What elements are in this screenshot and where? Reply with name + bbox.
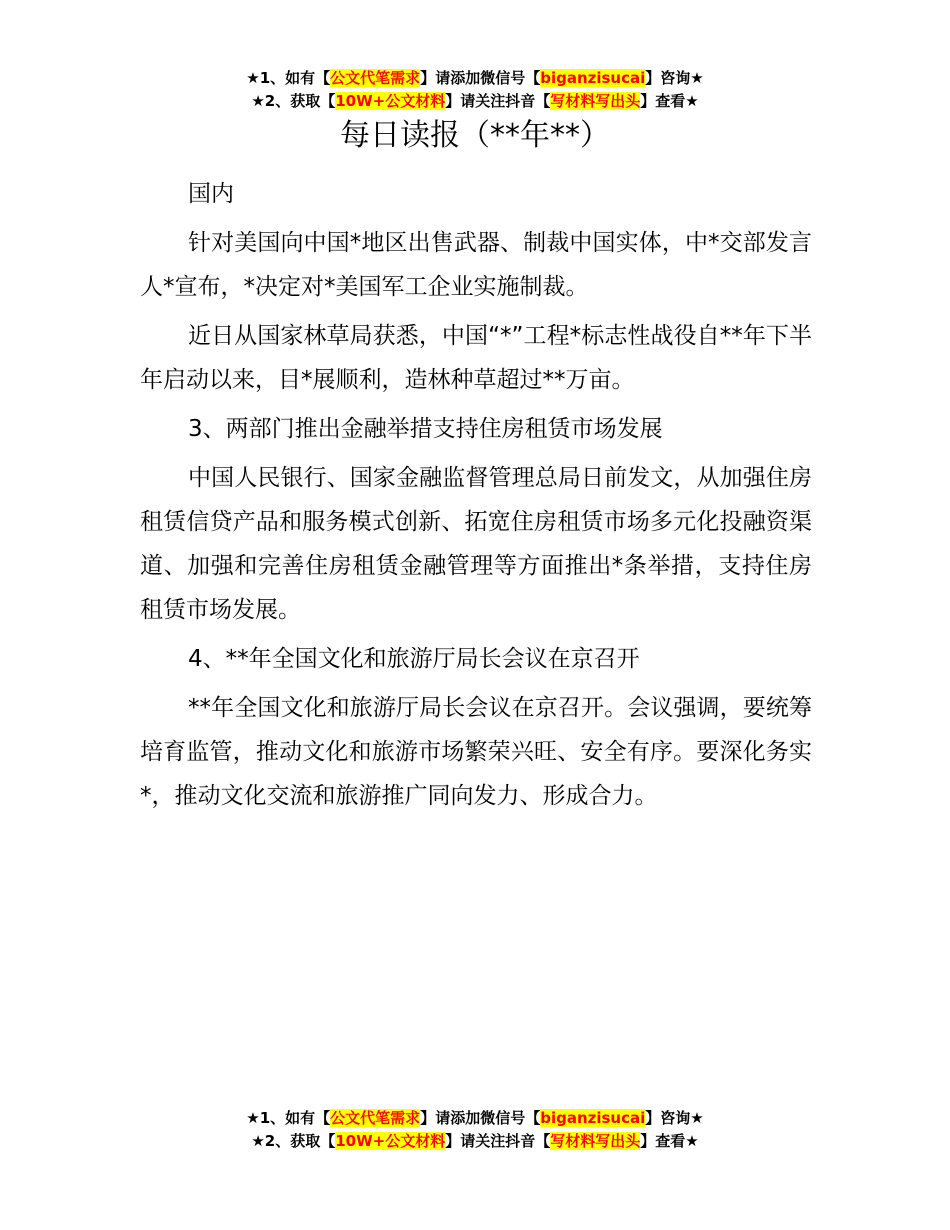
footer-line-2-middle: 】请关注抖音【 [445,1132,551,1150]
banner-line-1-suffix: 】咨询★ [645,69,704,87]
footer-line-1-prefix: ★1、如有【 [246,1109,331,1127]
footer-line-1-middle: 】请添加微信号【 [420,1109,541,1127]
banner-line-2-middle: 】请关注抖音【 [445,92,551,110]
paragraph-housing-rental-finance: 中国人民银行、国家金融监督管理总局日前发文，从加强住房租赁信贷产品和服务模式创新、拓宽住房租赁市场多元化投融资渠道、加强和完善住房租赁金融管理等方面推出*条举措，支持住房租赁市场发展。 [140,465,812,623]
footer-highlight-douyin-account: 写材料写出头 [550,1132,641,1150]
footer-line-2-prefix: ★2、获取【 [251,1132,336,1150]
footer-banner [0,1107,950,1153]
banner-highlight-service: 公文代笔需求 [330,69,421,87]
footer-banner-line-1 [0,1107,950,1130]
paragraph-culture-tourism-meeting: **年全国文化和旅游厅局长会议在京召开。会议强调，要统筹培育监管，推动文化和旅游市场繁荣兴旺、安全有序。要深化务实*，推动文化交流和旅游推广同向发力、形成合力。 [140,695,812,809]
document-body [140,172,812,823]
footer-line-2-suffix: 】查看★ [640,1132,699,1150]
footer-line-1-suffix: 】咨询★ [645,1109,704,1127]
banner-line-1-middle: 】请添加微信号【 [420,69,541,87]
page-title: 每日读报（**年**） [340,118,610,153]
banner-line-2 [0,90,950,113]
banner-highlight-wechat-id: biganzisucai [540,69,646,87]
header-banner [0,67,950,113]
footer-highlight-wechat-id: biganzisucai [540,1109,646,1127]
paragraph-sanctions: 针对美国向中国*地区出售武器、制裁中国实体，中*交部发言人*宣布，*决定对*美国军工企业实施制裁。 [140,230,812,300]
banner-line-2-prefix: ★2、获取【 [251,92,336,110]
banner-line-2-suffix: 】查看★ [640,92,699,110]
footer-highlight-materials: 10W+公文材料 [335,1132,446,1150]
paragraph-forestry: 近日从国家林草局获悉，中国“*”工程*标志性战役自**年下半年启动以来，目*展顺利，造林种草超过**万亩。 [140,323,812,393]
banner-line-1-prefix: ★1、如有【 [246,69,331,87]
section-heading-domestic: 国内 [188,181,234,207]
banner-highlight-douyin-account: 写材料写出头 [550,92,641,110]
heading-housing-rental-finance: 3、两部门推出金融举措支持住房租赁市场发展 [188,416,663,442]
footer-banner-line-2 [0,1130,950,1153]
heading-culture-tourism-meeting: 4、**年全国文化和旅游厅局长会议在京召开 [188,646,640,672]
footer-highlight-service: 公文代笔需求 [330,1109,421,1127]
banner-highlight-materials: 10W+公文材料 [335,92,446,110]
banner-line-1 [0,67,950,90]
